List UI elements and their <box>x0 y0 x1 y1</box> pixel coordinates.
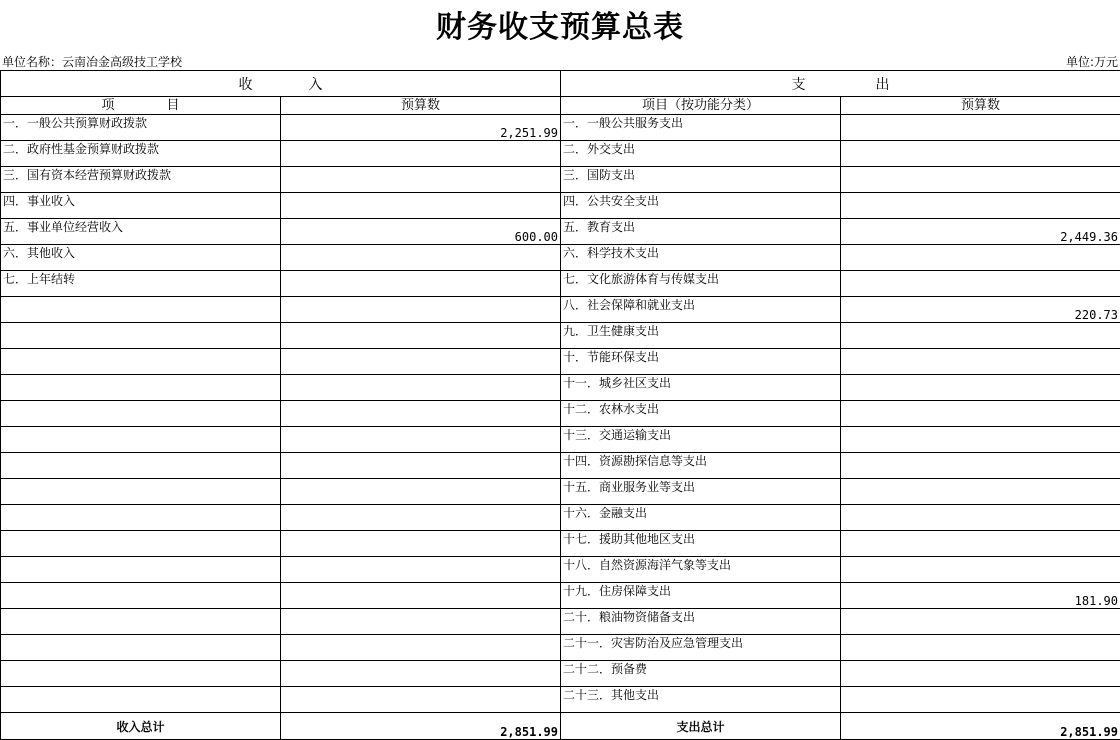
expense-total-amount: 2,851.99 <box>841 713 1120 740</box>
income-item-cell <box>1 583 281 609</box>
income-item-cell <box>1 479 281 505</box>
income-item-cell: 五．事业单位经营收入 <box>1 219 281 245</box>
expense-amount-cell <box>841 141 1120 167</box>
expense-item-cell: 四．公共安全支出 <box>561 193 841 219</box>
income-amount-cell <box>281 635 561 661</box>
expense-amount-cell <box>841 661 1120 687</box>
income-amount-cell <box>281 141 561 167</box>
expense-item-cell: 二十．粮油物资储备支出 <box>561 609 841 635</box>
table-row <box>1 453 1120 479</box>
expense-amount-cell: 220.73 <box>841 297 1120 323</box>
income-amount-cell <box>281 531 561 557</box>
income-item-cell <box>1 375 281 401</box>
income-item-cell: 四．事业收入 <box>1 193 281 219</box>
table-row <box>1 609 1120 635</box>
table-row <box>1 115 1120 141</box>
expense-amount-cell <box>841 167 1120 193</box>
income-amount-cell: 2,251.99 <box>281 115 561 141</box>
income-item-cell <box>1 401 281 427</box>
expense-item-cell: 二十三．其他支出 <box>561 687 841 713</box>
expense-item-cell: 九．卫生健康支出 <box>561 323 841 349</box>
expense-amount-cell: 2,449.36 <box>841 219 1120 245</box>
table-row <box>1 375 1120 401</box>
income-amount-cell: 600.00 <box>281 219 561 245</box>
table-row <box>1 531 1120 557</box>
income-amount-cell <box>281 349 561 375</box>
expense-amount-cell: 181.90 <box>841 583 1120 609</box>
currency-unit-label: 单位:万元 <box>1066 54 1118 70</box>
expense-item-cell: 十二．农林水支出 <box>561 401 841 427</box>
table-row <box>1 349 1120 375</box>
expense-item-cell: 十一．城乡社区支出 <box>561 375 841 401</box>
table-row <box>1 557 1120 583</box>
expense-item-cell: 十五．商业服务业等支出 <box>561 479 841 505</box>
income-item-cell <box>1 427 281 453</box>
expense-item-cell: 十八．自然资源海洋气象等支出 <box>561 557 841 583</box>
column-header-row <box>1 97 1120 115</box>
table-row <box>1 141 1120 167</box>
income-amount-cell <box>281 427 561 453</box>
expense-amount-cell <box>841 349 1120 375</box>
income-item-cell <box>1 349 281 375</box>
table-row <box>1 219 1120 245</box>
expense-amount-cell <box>841 271 1120 297</box>
expense-amount-cell <box>841 479 1120 505</box>
unit-name-label: 单位名称：云南冶金高级技工学校 <box>2 54 182 70</box>
income-amount-cell <box>281 583 561 609</box>
table-row <box>1 323 1120 349</box>
income-amount-cell <box>281 505 561 531</box>
expense-amount-cell <box>841 323 1120 349</box>
income-amount-header: 预算数 <box>281 97 561 115</box>
expense-item-cell: 二．外交支出 <box>561 141 841 167</box>
section-header-row <box>1 71 1120 97</box>
income-amount-cell <box>281 661 561 687</box>
table-row <box>1 583 1120 609</box>
table-row <box>1 635 1120 661</box>
income-item-cell <box>1 635 281 661</box>
income-amount-cell <box>281 297 561 323</box>
expense-amount-cell <box>841 505 1120 531</box>
table-row <box>1 661 1120 687</box>
income-item-cell <box>1 297 281 323</box>
expense-item-cell: 十九．住房保障支出 <box>561 583 841 609</box>
expense-amount-cell <box>841 635 1120 661</box>
income-amount-cell <box>281 687 561 713</box>
income-amount-cell <box>281 401 561 427</box>
income-amount-cell <box>281 375 561 401</box>
income-item-cell <box>1 687 281 713</box>
expense-item-cell: 二十一．灾害防治及应急管理支出 <box>561 635 841 661</box>
income-amount-cell <box>281 245 561 271</box>
income-total-label: 收入总计 <box>1 713 281 740</box>
table-row <box>1 271 1120 297</box>
table-row <box>1 687 1120 713</box>
expense-item-cell: 五．教育支出 <box>561 219 841 245</box>
income-item-cell: 三．国有资本经营预算财政拨款 <box>1 167 281 193</box>
income-item-cell: 六．其他收入 <box>1 245 281 271</box>
budget-table <box>0 70 1120 740</box>
income-item-cell <box>1 323 281 349</box>
page-title: 财务收支预算总表 <box>0 8 1120 48</box>
table-row <box>1 479 1120 505</box>
income-section-header: 收 入 <box>1 71 561 97</box>
expense-total-label: 支出总计 <box>561 713 841 740</box>
income-amount-cell <box>281 557 561 583</box>
table-row <box>1 167 1120 193</box>
income-total-amount: 2,851.99 <box>281 713 561 740</box>
expense-section-header: 支 出 <box>561 71 1120 97</box>
income-item-cell: 一．一般公共预算财政拨款 <box>1 115 281 141</box>
expense-amount-cell <box>841 609 1120 635</box>
total-row <box>1 713 1120 740</box>
expense-amount-cell <box>841 687 1120 713</box>
expense-item-cell: 七．文化旅游体育与传媒支出 <box>561 271 841 297</box>
expense-item-cell: 十三．交通运输支出 <box>561 427 841 453</box>
income-amount-cell <box>281 271 561 297</box>
expense-amount-cell <box>841 245 1120 271</box>
table-row <box>1 427 1120 453</box>
income-item-cell: 七．上年结转 <box>1 271 281 297</box>
expense-amount-cell <box>841 401 1120 427</box>
expense-amount-cell <box>841 531 1120 557</box>
table-row <box>1 193 1120 219</box>
expense-item-cell: 十四．资源勘探信息等支出 <box>561 453 841 479</box>
expense-item-cell: 一．一般公共服务支出 <box>561 115 841 141</box>
income-item-cell <box>1 531 281 557</box>
income-item-cell <box>1 557 281 583</box>
income-amount-cell <box>281 193 561 219</box>
expense-amount-header: 预算数 <box>841 97 1120 115</box>
income-item-cell <box>1 661 281 687</box>
expense-item-header: 项目（按功能分类） <box>561 97 841 115</box>
expense-amount-cell <box>841 427 1120 453</box>
income-amount-cell <box>281 609 561 635</box>
expense-item-cell: 十六．金融支出 <box>561 505 841 531</box>
income-item-cell <box>1 505 281 531</box>
expense-item-cell: 十．节能环保支出 <box>561 349 841 375</box>
income-item-cell: 二．政府性基金预算财政拨款 <box>1 141 281 167</box>
table-row <box>1 401 1120 427</box>
expense-amount-cell <box>841 557 1120 583</box>
income-item-header: 项 目 <box>1 97 281 115</box>
expense-amount-cell <box>841 453 1120 479</box>
expense-item-cell: 二十二．预备费 <box>561 661 841 687</box>
table-row <box>1 245 1120 271</box>
expense-amount-cell <box>841 193 1120 219</box>
table-row <box>1 297 1120 323</box>
income-amount-cell <box>281 323 561 349</box>
expense-amount-cell <box>841 115 1120 141</box>
income-amount-cell <box>281 167 561 193</box>
income-item-cell <box>1 453 281 479</box>
expense-item-cell: 十七．援助其他地区支出 <box>561 531 841 557</box>
expense-item-cell: 八．社会保障和就业支出 <box>561 297 841 323</box>
income-amount-cell <box>281 453 561 479</box>
income-amount-cell <box>281 479 561 505</box>
table-row <box>1 505 1120 531</box>
expense-amount-cell <box>841 375 1120 401</box>
expense-item-cell: 六．科学技术支出 <box>561 245 841 271</box>
expense-item-cell: 三．国防支出 <box>561 167 841 193</box>
income-item-cell <box>1 609 281 635</box>
